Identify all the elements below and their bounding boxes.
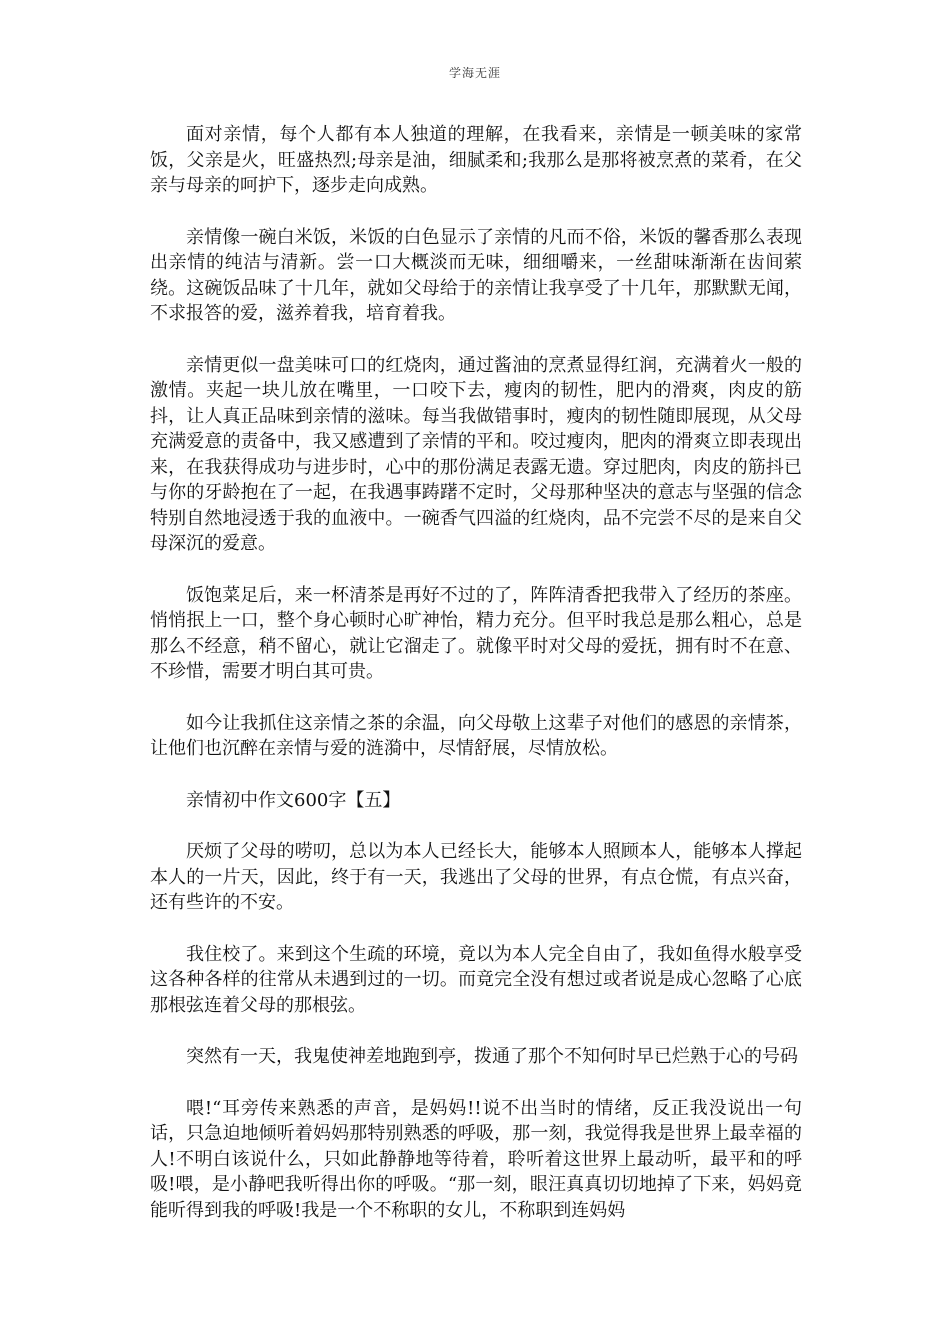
document-body (150, 122, 802, 1249)
paragraph: 突然有一天，我鬼使神差地跑到亭，拨通了那个不知何时早已烂熟于心的号码 (186, 1046, 798, 1067)
paragraph: 我住校了。来到这个生疏的环境，竟以为本人完全自由了，我如鱼得水般享受这各种各样的往常从未遇到过的一切。而竟完全没有想过或者说是成心忽略了心底那根弦连着父母的那根弦。 (150, 943, 802, 1016)
paragraph: 饭饱菜足后，来一杯清茶是再好不过的了，阵阵清香把我带入了经历的茶座。悄悄抿上一口，整个身心顿时心旷神怡，精力充分。但平时我总是那么粗心，总是那么不经意，稍不留心，就让它溜走了。就像平时对父母的爱抚，拥有时不在意、不珍惜，需要才明白其可贵。 (150, 584, 802, 682)
section-heading: 亲情初中作文600字【五】 (186, 789, 401, 811)
paragraph: 喂!“耳旁传来熟悉的声音，是妈妈!!说不出当时的情绪，反正我没说出一句话，只急迫地倾听着妈妈那特别熟悉的呼吸，那一刻，我觉得我是世界上最幸福的人!不明白该说什么，只如此静静地等待着，聆听着这世界上最动听，最平和的呼吸!喂，是小静吧我听得出你的呼吸。“那一刻，眼汪真真切切地掉了下来，妈妈竟能听得到我的呼吸!我是一个不称职的女儿，不称职到连妈妈 (150, 1097, 802, 1221)
paragraph: 亲情更似一盘美味可口的红烧肉，通过酱油的烹煮显得红润，充满着火一般的激情。夹起一块儿放在嘴里，一口咬下去，瘦肉的韧性，肥内的滑爽，肉皮的筋抖，让人真正品味到亲情的滋味。每当我做错事时，瘦肉的韧性随即展现，从父母充满爱意的责备中，我又感遭到了亲情的平和。咬过瘦肉，肥肉的滑爽立即表现出来，在我获得成功与进步时，心中的那份满足表露无遗。穿过肥肉，肉皮的筋抖已与你的牙龄抱在了一起，在我遇事踌躇不定时，父母那种坚决的意志与坚强的信念特别自然地浸透于我的血液中。一碗香气四溢的红烧肉，品不完尝不尽的是来自父母深沉的爱意。 (150, 354, 802, 554)
paragraph: 厌烦了父母的唠叨，总以为本人已经长大，能够本人照顾本人，能够本人撑起本人的一片天，因此，终于有一天，我逃出了父母的世界，有点仓慌，有点兴奋，还有些许的不安。 (150, 841, 802, 913)
page-header: 学海无涯 (448, 66, 501, 80)
paragraph: 面对亲情，每个人都有本人独道的理解，在我看来，亲情是一顿美味的家常饭，父亲是火，旺盛热烈;母亲是油，细腻柔和;我那么是那将被烹煮的菜肴，在父亲与母亲的呵护下，逐步走向成熟。 (150, 124, 802, 196)
paragraph: 亲情像一碗白米饭，米饭的白色显示了亲情的凡而不俗，米饭的馨香那么表现出亲情的纯洁与清新。尝一口大概淡而无味，细细嚼来，一丝甜味渐渐在齿间萦绕。这碗饭品味了十几年，就如父母给于的亲情让我享受了十几年，那默默无闻，不求报答的爱，滋养着我，培育着我。 (150, 226, 802, 324)
paragraph: 如今让我抓住这亲情之茶的余温，向父母敬上这辈子对他们的感恩的亲情茶，让他们也沉醉在亲情与爱的涟漪中，尽情舒展，尽情放松。 (150, 712, 802, 759)
